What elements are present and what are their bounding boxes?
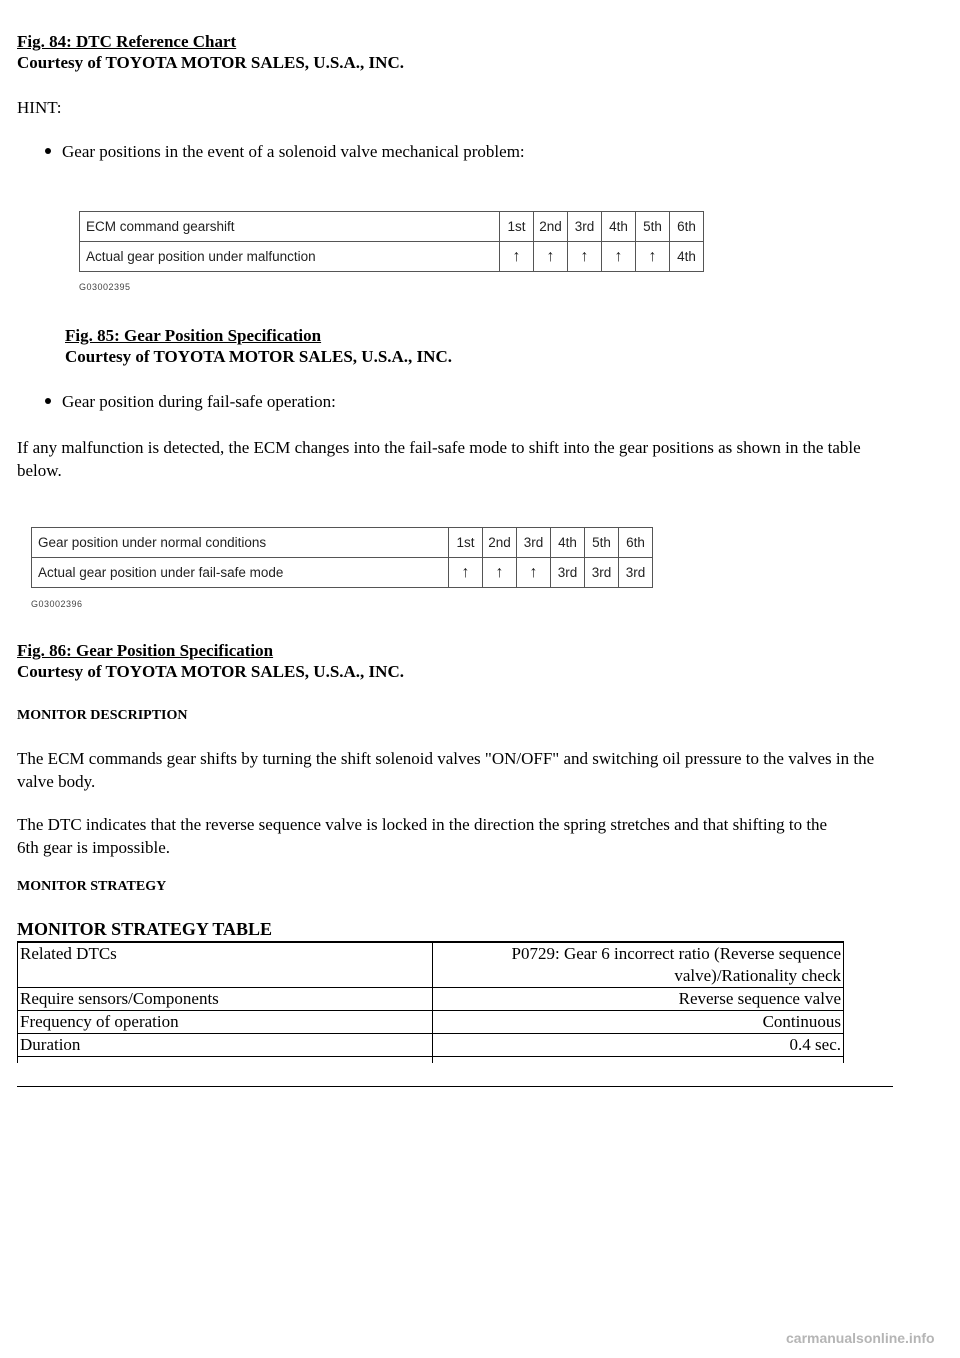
table-cell-label: Related DTCs <box>18 942 433 988</box>
value-line: P0729: Gear 6 incorrect ratio (Reverse sequence <box>511 944 841 963</box>
table-cell: 3rd <box>619 558 653 588</box>
table-cell: 1st <box>449 528 483 558</box>
table-cell: 3rd <box>517 528 551 558</box>
table-cell: 6th <box>619 528 653 558</box>
gear-table-malfunction <box>79 211 704 272</box>
monitor-strategy-heading: MONITOR STRATEGY <box>17 879 167 894</box>
up-arrow-icon: ↑ <box>449 558 483 588</box>
fig85-courtesy: Courtesy of TOYOTA MOTOR SALES, U.S.A., INC. <box>65 347 452 366</box>
table-cell: 3rd <box>568 212 602 242</box>
table-row <box>80 212 704 242</box>
table-cell: Gear position under normal conditions <box>32 528 449 558</box>
table-row <box>18 942 844 988</box>
fig84-title: Fig. 84: DTC Reference Chart <box>17 32 237 51</box>
bullet-icon <box>45 148 51 154</box>
up-arrow-icon: ↑ <box>500 242 534 272</box>
up-arrow-icon: ↑ <box>636 242 670 272</box>
table-cell: 2nd <box>534 212 568 242</box>
up-arrow-icon: ↑ <box>602 242 636 272</box>
table-cell: 5th <box>585 528 619 558</box>
table-row <box>80 242 704 272</box>
fig85-title: Fig. 85: Gear Position Specification <box>65 326 322 345</box>
table-cell: 4th <box>670 242 704 272</box>
table-row <box>18 1034 844 1057</box>
table-cell: 5th <box>636 212 670 242</box>
hint-label: HINT: <box>17 98 62 117</box>
bullet-icon <box>45 398 51 404</box>
table-cell: Actual gear position under malfunction <box>80 242 500 272</box>
bullet-text: Gear position during fail-safe operation: <box>62 392 336 411</box>
table-cell: ECM command gearshift <box>80 212 500 242</box>
watermark: carmanualsonline.info <box>786 1330 935 1346</box>
gear-table-malfunction-grid <box>79 211 704 272</box>
monitor-strategy-table-title: MONITOR STRATEGY TABLE <box>17 919 273 939</box>
fig86-title: Fig. 86: Gear Position Specification <box>17 641 274 660</box>
figure-code: G03002396 <box>31 599 83 609</box>
table-cell-value <box>433 1057 844 1064</box>
table-cell: Actual gear position under fail-safe mode <box>32 558 449 588</box>
section-divider <box>17 1086 893 1087</box>
table-cell-value: 0.4 sec. <box>433 1034 844 1057</box>
table-cell-label <box>18 1057 433 1064</box>
up-arrow-icon: ↑ <box>483 558 517 588</box>
table-cell-value: Reverse sequence valve <box>433 988 844 1011</box>
table-cell: 3rd <box>551 558 585 588</box>
table-cell-label: Frequency of operation <box>18 1011 433 1034</box>
gear-table-failsafe-grid <box>31 527 653 588</box>
fig86-courtesy: Courtesy of TOYOTA MOTOR SALES, U.S.A., INC. <box>17 662 404 681</box>
table-row <box>32 528 653 558</box>
bullet-text: Gear positions in the event of a solenoid valve mechanical problem: <box>62 142 525 161</box>
figure-code: G03002395 <box>79 282 131 292</box>
fig84-courtesy: Courtesy of TOYOTA MOTOR SALES, U.S.A., INC. <box>17 53 404 72</box>
table-cell: 3rd <box>585 558 619 588</box>
table-row <box>32 558 653 588</box>
table-cell: 1st <box>500 212 534 242</box>
table-cell-label: Require sensors/Components <box>18 988 433 1011</box>
table-cell-value: Continuous <box>433 1011 844 1034</box>
table-cell: 2nd <box>483 528 517 558</box>
monitor-description-heading: MONITOR DESCRIPTION <box>17 708 188 723</box>
monitor-description-para2: The DTC indicates that the reverse sequence valve is locked in the direction the spring stretches and that shifting to the 6th gear is impossible. <box>17 815 828 857</box>
failsafe-paragraph: If any malfunction is detected, the ECM changes into the fail-safe mode to shift into the gear positions as shown in the table below. <box>17 438 861 480</box>
table-cell: 4th <box>551 528 585 558</box>
table-row <box>18 1011 844 1034</box>
bullet-item-failsafe <box>45 392 336 412</box>
table-row <box>18 1057 844 1064</box>
table-cell: 6th <box>670 212 704 242</box>
monitor-description-para1: The ECM commands gear shifts by turning the shift solenoid valves "ON/OFF" and switching oil pressure to the valves in the valve body. <box>17 749 875 791</box>
bullet-item-solenoid <box>45 142 525 162</box>
value-line: valve)/Rationality check <box>674 966 841 985</box>
table-cell-value <box>433 942 844 988</box>
table-row <box>18 988 844 1011</box>
monitor-strategy-table <box>17 941 844 1063</box>
gear-table-failsafe <box>31 527 653 588</box>
up-arrow-icon: ↑ <box>534 242 568 272</box>
up-arrow-icon: ↑ <box>568 242 602 272</box>
table-cell-label: Duration <box>18 1034 433 1057</box>
table-cell: 4th <box>602 212 636 242</box>
up-arrow-icon: ↑ <box>517 558 551 588</box>
